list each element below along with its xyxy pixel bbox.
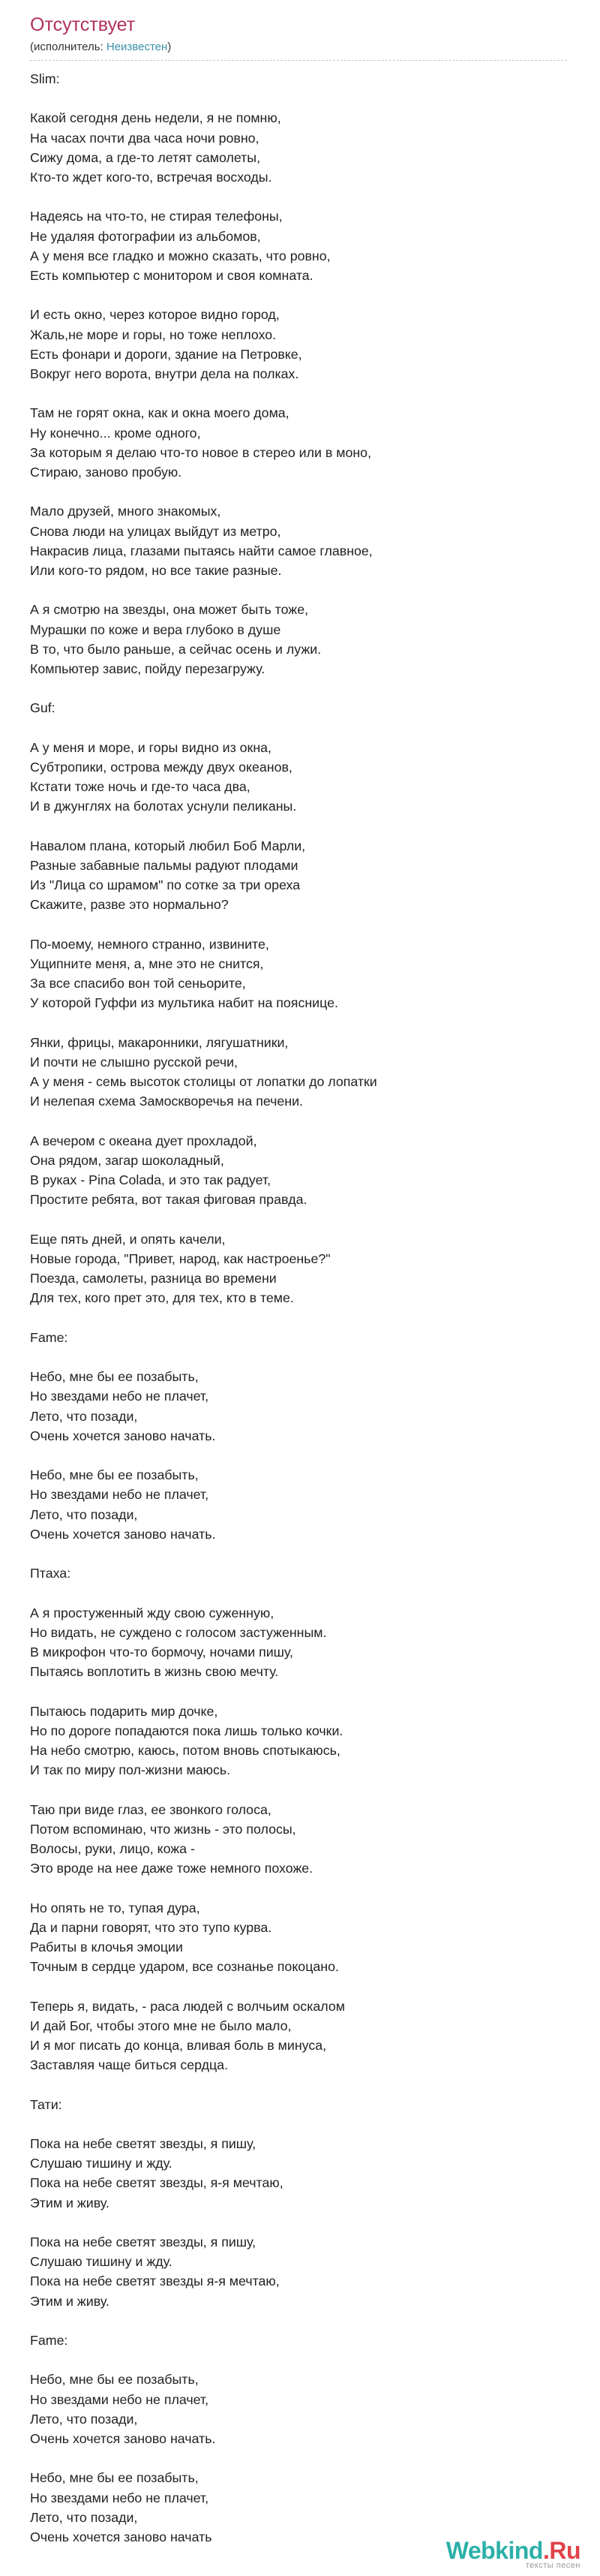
lyrics-line: Но опять не то, тупая дура, xyxy=(30,1900,200,1915)
lyrics-line: И нелепая схема Замоскворечья на печени. xyxy=(30,1094,303,1109)
lyrics-stanza xyxy=(30,1702,570,1780)
lyrics-line: Ну конечно... кроме одного, xyxy=(30,425,201,441)
lyrics-line: Таю при виде глаз, ее звонкого голоса, xyxy=(30,1801,272,1817)
lyrics-line: И так по миру пол-жизни маюсь. xyxy=(30,1762,231,1778)
lyrics-line: В то, что было раньше, а сейчас осень и лужи. xyxy=(30,641,322,657)
lyrics-line: Там не горят окна, как и окна моего дома, xyxy=(30,405,290,421)
lyrics-line: Слушаю тишину и жду. xyxy=(30,2254,172,2270)
lyrics-line: Теперь я, видать, - раса людей с волчьим оскалом xyxy=(30,1998,345,2014)
lyrics-line: Есть фонари и дороги, здание на Петровке, xyxy=(30,346,302,362)
lyrics-line: А я смотрю на звезды, она может быть тоже, xyxy=(30,602,309,618)
lyrics-line: Мурашки по коже и вера глубоко в душе xyxy=(30,621,281,637)
lyrics-stanza xyxy=(30,1328,570,1347)
artist-link[interactable]: Неизвестен xyxy=(106,41,168,53)
lyrics-line: Пока на небе светят звезды, я-я мечтаю, xyxy=(30,2175,284,2191)
lyrics-line: Жаль,не море и горы, но тоже неплохо. xyxy=(30,327,277,342)
lyrics-stanza xyxy=(30,2331,570,2350)
lyrics-line: Лето, что позади, xyxy=(30,1506,138,1522)
lyrics-line: Сижу дома, а где-то летят самолеты, xyxy=(30,149,261,165)
lyrics-line: Разные забавные пальмы радуют плодами xyxy=(30,857,298,873)
lyrics-stanza xyxy=(30,1898,570,1977)
lyrics-line: Птаха: xyxy=(30,1566,71,1581)
lyrics-line: За все спасибо вон той сеньорите, xyxy=(30,976,246,992)
lyrics-line: А у меня и море, и горы видно из окна, xyxy=(30,739,272,755)
lyrics-line: Или кого-то рядом, но все такие разные. xyxy=(30,563,282,578)
lyrics-stanza xyxy=(30,698,570,718)
logo-wordmark xyxy=(446,2537,580,2564)
lyrics-stanza xyxy=(30,305,570,384)
lyrics-line: На небо смотрю, каюсь, потом вновь спотыкаюсь, xyxy=(30,1742,340,1758)
lyrics-line: Простите ребята, вот такая фиговая правда. xyxy=(30,1192,308,1208)
logo-suffix: .Ru xyxy=(542,2537,580,2564)
lyrics-line: Кстати тоже ночь и где-то часа два, xyxy=(30,779,250,795)
lyrics-line: И почти не слышно русской речи, xyxy=(30,1054,238,1070)
lyrics-line: Мало друзей, много знакомых, xyxy=(30,504,221,519)
lyrics-stanza xyxy=(30,206,570,285)
lyrics-line: Но по дороге попадаются пока лишь только кочки. xyxy=(30,1723,344,1738)
lyrics-stanza xyxy=(30,2134,570,2213)
lyrics-line: Очень хочется заново начать. xyxy=(30,1526,216,1542)
lyrics-line: А я простуженный жду свою суженную, xyxy=(30,1605,274,1621)
lyrics-line: Этим и живу. xyxy=(30,2293,110,2309)
lyrics-stanza xyxy=(30,836,570,915)
lyrics-stanza xyxy=(30,108,570,187)
lyrics-body xyxy=(30,69,570,2566)
lyrics-line: А у меня - семь высоток столицы от лопатки до лопатки xyxy=(30,1074,377,1090)
lyrics-line: Потом вспоминаю, что жизнь - это полосы, xyxy=(30,1821,296,1837)
lyrics-line: Но звездами небо не плачет, xyxy=(30,1389,209,1404)
lyrics-stanza xyxy=(30,501,570,580)
lyrics-stanza xyxy=(30,1367,570,1446)
lyrics-line: Небо, мне бы ее позабыть, xyxy=(30,1467,199,1483)
lyrics-line: Волосы, руки, лицо, кожа - xyxy=(30,1840,195,1856)
lyrics-line: Лето, что позади, xyxy=(30,2509,138,2525)
lyrics-line: Но звездами небо не плачет, xyxy=(30,2391,209,2407)
lyrics-line: Субтропики, острова между двух океанов, xyxy=(30,759,292,775)
site-logo[interactable] xyxy=(446,2537,580,2570)
lyrics-line: Надеясь на что-то, не стирая телефоны, xyxy=(30,209,283,224)
lyrics-line: И я мог писать до конца, вливая боль в минуса, xyxy=(30,2037,327,2053)
lyrics-line: Кто-то ждет кого-то, встречая восходы. xyxy=(30,170,272,185)
lyrics-line: Слушаю тишину и жду. xyxy=(30,2156,172,2171)
lyrics-line: Стираю, заново пробую. xyxy=(30,465,182,480)
artist-suffix: ) xyxy=(167,41,172,53)
lyrics-line: Еще пять дней, и опять качели, xyxy=(30,1231,226,1247)
lyrics-line: Но звездами небо не плачет, xyxy=(30,1487,209,1503)
lyrics-line: Очень хочется заново начать. xyxy=(30,2430,216,2446)
lyrics-line: Компьютер завис, пойду перезагружу. xyxy=(30,661,266,676)
lyrics-line: Янки, фрицы, макаронники, лягушатники, xyxy=(30,1034,289,1050)
lyrics-line: Пока на небе светят звезды, я пишу, xyxy=(30,2234,256,2249)
lyrics-stanza xyxy=(30,934,570,1013)
lyrics-line: И в джунглях на болотах уснули пеликаны. xyxy=(30,799,297,814)
lyrics-line: А вечером с океана дует прохладой, xyxy=(30,1133,257,1148)
lyrics-line: В руках - Pina Colada, и это так радует, xyxy=(30,1172,272,1188)
lyrics-stanza xyxy=(30,2095,570,2114)
lyrics-stanza xyxy=(30,1229,570,1308)
lyrics-stanza xyxy=(30,2232,570,2311)
lyrics-line: Fame: xyxy=(30,1329,68,1345)
lyrics-line: Пытаясь воплотить в жизнь свою мечту. xyxy=(30,1664,279,1680)
lyrics-line: Лето, что позади, xyxy=(30,2411,138,2427)
lyrics-stanza xyxy=(30,69,570,89)
lyrics-stanza xyxy=(30,1997,570,2075)
logo-main-text: Webkind xyxy=(446,2537,543,2564)
song-header xyxy=(30,14,567,61)
lyrics-stanza xyxy=(30,1603,570,1682)
lyrics-line: Скажите, разве это нормально? xyxy=(30,897,229,913)
lyrics-line: Из "Лица со шрамом" по сотке за три ореха xyxy=(30,877,301,893)
lyrics-line: По-моему, немного странно, извините, xyxy=(30,936,269,952)
song-title: Отсутствует xyxy=(30,14,136,35)
lyrics-line: А у меня все гладко и можно сказать, что ровно, xyxy=(30,248,331,263)
lyrics-line: Навалом плана, который любил Боб Марли, xyxy=(30,838,306,853)
lyrics-line: Точным в сердце ударом, все сознанье покоцано. xyxy=(30,1959,339,1975)
lyrics-line: Это вроде на нее даже тоже немного похоже. xyxy=(30,1861,314,1876)
lyrics-line: Пытаюсь подарить мир дочке, xyxy=(30,1703,218,1719)
lyrics-line: Новые города, "Привет, народ, как настроенье?" xyxy=(30,1250,331,1266)
logo-tagline: тексты песен xyxy=(525,2561,580,2570)
lyrics-line: У которой Гуффи из мультика набит на пояснице. xyxy=(30,995,338,1011)
lyrics-line: Очень хочется заново начать xyxy=(30,2529,212,2544)
lyrics-line: На часах почти два часа ночи ровно, xyxy=(30,130,260,146)
lyrics-line: Ущипните меня, а, мне это не снится, xyxy=(30,955,264,971)
lyrics-line: Небо, мне бы ее позабыть, xyxy=(30,2372,199,2388)
lyrics-line: Лето, что позади, xyxy=(30,1408,138,1424)
lyrics-stanza xyxy=(30,1131,570,1210)
lyrics-line: Вокруг него ворота, внутри дела на полках. xyxy=(30,366,299,381)
lyrics-line: За которым я делаю что-то новое в стерео или в моно, xyxy=(30,444,372,460)
lyrics-line: Поезда, самолеты, разница во времени xyxy=(30,1271,277,1286)
lyrics-line: Пока на небе светят звезды, я пишу, xyxy=(30,2135,256,2151)
lyrics-line: Но видать, не суждено с голосом застуженным. xyxy=(30,1624,327,1640)
artist-line xyxy=(30,39,567,61)
lyrics-stanza xyxy=(30,2468,570,2547)
lyrics-line: И дай Бог, чтобы этого мне не было мало, xyxy=(30,2018,292,2033)
lyrics-line: Для тех, кого прет это, для тех, кто в теме. xyxy=(30,1290,294,1306)
lyrics-line: Она рядом, загар шоколадный, xyxy=(30,1152,224,1168)
lyrics-stanza xyxy=(30,1800,570,1879)
lyrics-line: Да и парни говорят, что это тупо курва. xyxy=(30,1919,272,1935)
lyrics-line: Какой сегодня день недели, я не помню, xyxy=(30,110,281,126)
lyrics-line: Но звездами небо не плачет, xyxy=(30,2490,209,2505)
lyrics-line: И есть окно, через которое видно город, xyxy=(30,307,280,323)
lyrics-line: Есть компьютер с монитором и своя комната. xyxy=(30,268,314,283)
lyrics-line: В микрофон что-то бормочу, ночами пишу, xyxy=(30,1644,293,1660)
lyrics-line: Не удаляя фотографии из альбомов, xyxy=(30,228,261,244)
lyrics-line: Очень хочется заново начать. xyxy=(30,1428,216,1443)
lyrics-line: Тати: xyxy=(30,2096,62,2112)
lyrics-line: Slim: xyxy=(30,71,60,86)
lyrics-stanza xyxy=(30,1033,570,1112)
lyrics-line: Fame: xyxy=(30,2332,68,2348)
lyrics-stanza xyxy=(30,403,570,482)
lyrics-stanza xyxy=(30,738,570,817)
lyrics-stanza xyxy=(30,600,570,679)
lyrics-line: Пока на небе светят звезды я-я мечтаю, xyxy=(30,2274,280,2289)
lyrics-stanza xyxy=(30,1465,570,1544)
lyrics-line: Этим и живу. xyxy=(30,2195,110,2210)
lyrics-stanza xyxy=(30,1563,570,1583)
lyrics-line: Снова люди на улицах выйдут из метро, xyxy=(30,523,281,539)
lyrics-line: Заставляя чаще биться сердца. xyxy=(30,2057,229,2073)
lyrics-line: Рабиты в клочья эмоции xyxy=(30,1939,183,1955)
lyrics-line: Guf: xyxy=(30,700,56,716)
lyrics-line: Небо, мне бы ее позабыть, xyxy=(30,1369,199,1385)
artist-prefix: (исполнитель: xyxy=(30,41,106,53)
lyrics-line: Накрасив лица, глазами пытаясь найти самое главное, xyxy=(30,543,373,558)
lyrics-line: Небо, мне бы ее позабыть, xyxy=(30,2470,199,2486)
lyrics-stanza xyxy=(30,2370,570,2448)
